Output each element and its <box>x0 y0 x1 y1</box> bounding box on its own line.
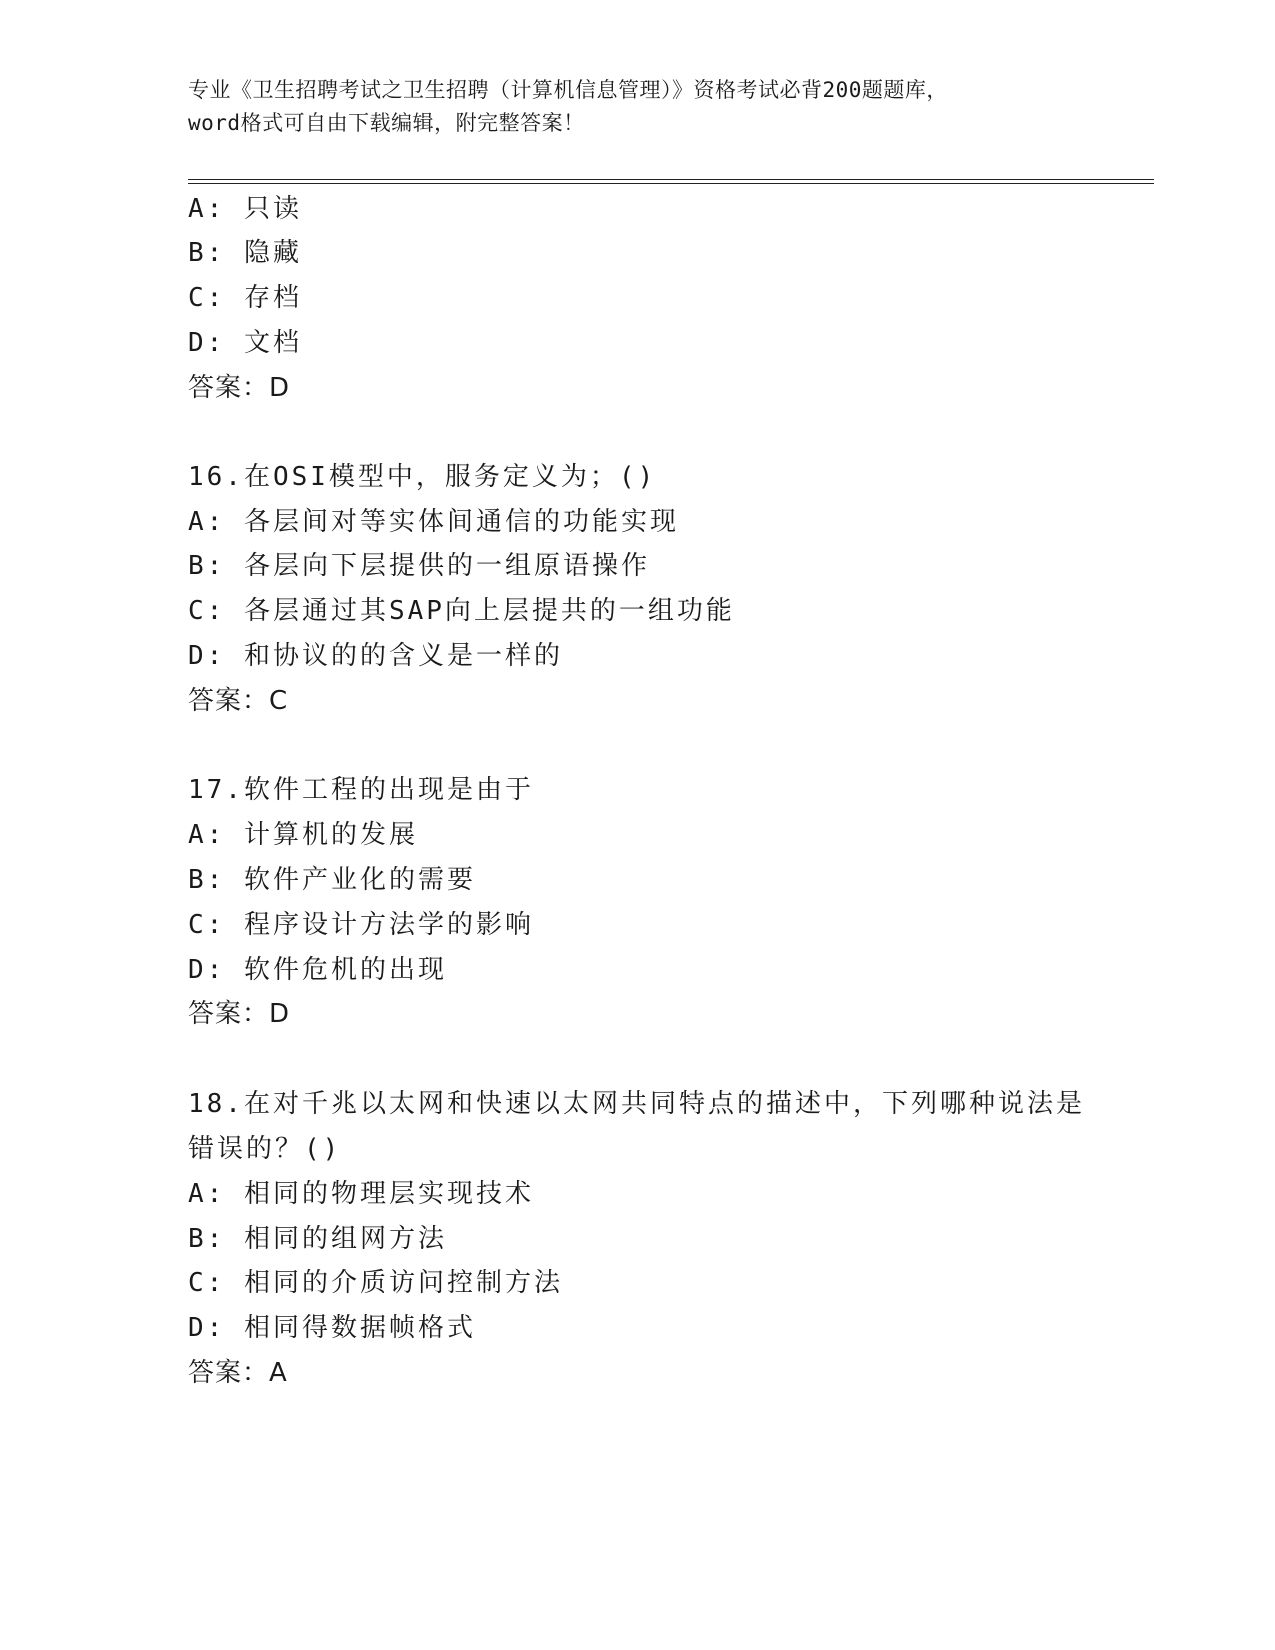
q18-option-a: A: 相同的物理层实现技术 <box>188 1179 534 1209</box>
header-line-2: word格式可自由下载编辑，附完整答案！ <box>188 111 585 135</box>
q16-option-d: D: 和协议的的含义是一样的 <box>188 641 563 671</box>
q16-question: 16.在OSI模型中，服务定义为；() <box>188 462 657 492</box>
q16-option-a: A: 各层间对等实体间通信的功能实现 <box>188 507 679 537</box>
q18-option-d: D: 相同得数据帧格式 <box>188 1313 476 1343</box>
q15-option-b: B: 隐藏 <box>188 238 302 268</box>
q18-answer: 答案：A <box>188 1358 288 1388</box>
q15-option-c: C: 存档 <box>188 283 302 313</box>
q18-question-line-2: 错误的？() <box>188 1134 342 1164</box>
header-line-1: 专业《卫生招聘考试之卫生招聘（计算机信息管理）》资格考试必背200题题库， <box>188 78 948 102</box>
q16-answer: 答案：C <box>188 686 289 716</box>
header-divider-bottom <box>188 183 1154 184</box>
q15-answer: 答案：D <box>188 373 291 403</box>
q17-answer: 答案：D <box>188 999 291 1029</box>
q18-option-b: B: 相同的组网方法 <box>188 1224 447 1254</box>
q17-option-b: B: 软件产业化的需要 <box>188 865 476 895</box>
document-header <box>188 74 1088 140</box>
q17-option-c: C: 程序设计方法学的影响 <box>188 910 534 940</box>
q16-option-c: C: 各层通过其SAP向上层提共的一组功能 <box>188 596 735 626</box>
q17-option-d: D: 软件危机的出现 <box>188 955 447 985</box>
q18-question-line-1: 18.在对千兆以太网和快速以太网共同特点的描述中，下列哪种说法是 <box>188 1089 1085 1119</box>
q18-option-c: C: 相同的介质访问控制方法 <box>188 1268 563 1298</box>
q17-question: 17.软件工程的出现是由于 <box>188 775 534 805</box>
q17-option-a: A: 计算机的发展 <box>188 820 418 850</box>
q15-option-d: D: 文档 <box>188 328 302 358</box>
q15-option-a: A: 只读 <box>188 194 302 224</box>
q16-option-b: B: 各层向下层提供的一组原语操作 <box>188 551 650 581</box>
header-divider-top <box>188 179 1154 180</box>
